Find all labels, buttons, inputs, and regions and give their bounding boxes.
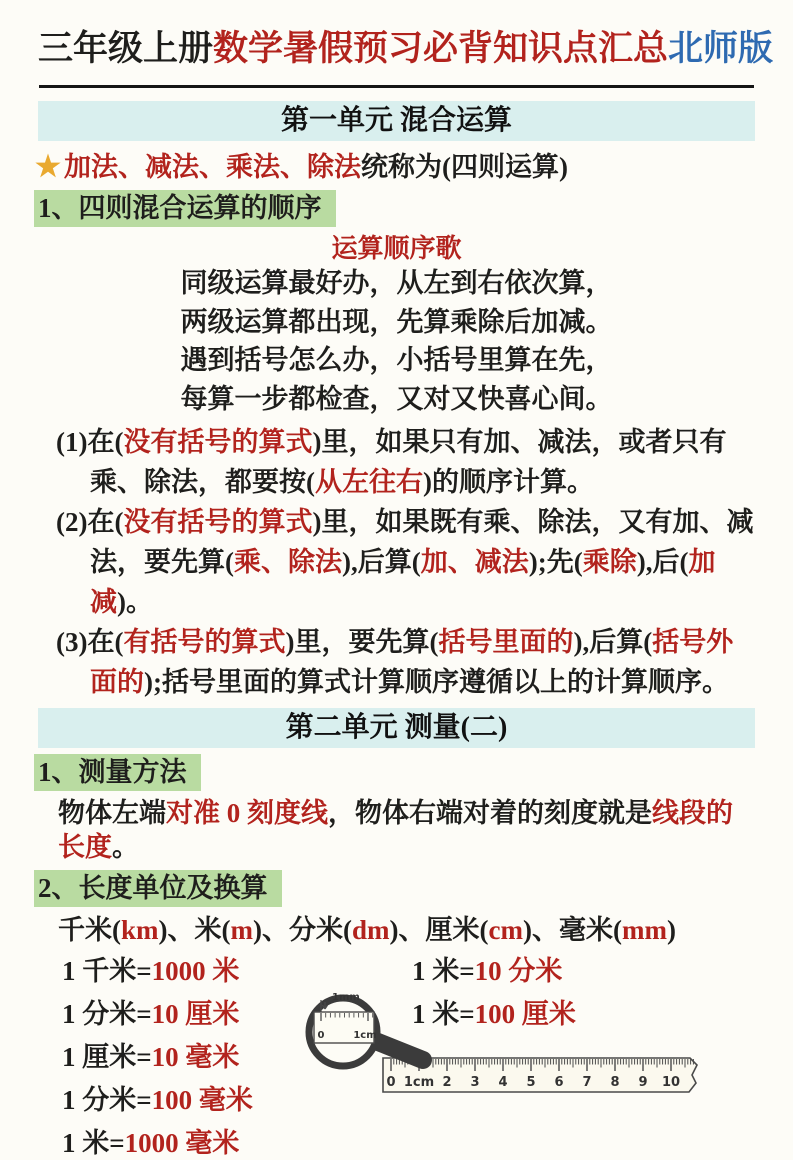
mini-ruler-label-0: 0 bbox=[317, 1030, 325, 1041]
mm-label: 1mm bbox=[332, 992, 360, 1003]
magnifier-handle bbox=[373, 1040, 423, 1060]
svg-text:2: 2 bbox=[442, 1075, 452, 1090]
heading-row bbox=[38, 870, 755, 907]
svg-text:4: 4 bbox=[498, 1075, 508, 1090]
svg-text:7: 7 bbox=[582, 1075, 592, 1090]
heading-row bbox=[38, 190, 755, 227]
svg-text:5: 5 bbox=[526, 1075, 536, 1090]
length-units-line: 千米(km)、米(m)、分米(dm)、厘米(cm)、毫米(mm) bbox=[58, 915, 676, 945]
conversion-item: 1 分米=10 厘米 bbox=[62, 999, 240, 1029]
svg-text:6: 6 bbox=[554, 1075, 564, 1090]
page-title: 三年级上册数学暑假预习必背知识点汇总北师版 bbox=[38, 29, 774, 68]
heading-measuring-method: 1、测量方法 bbox=[34, 754, 201, 791]
unit2-header-banner: 第二单元 测量(二) bbox=[38, 708, 755, 748]
star-icon: ★ bbox=[35, 150, 61, 183]
rule-2: (2)在(没有括号的算式)里，如果既有乘、除法，又有加、减法，要先算(乘、除法),后算(加、减法);先(乘除),后(加减)。 bbox=[56, 507, 754, 617]
rule-1: (1)在(没有括号的算式)里，如果只有加、减法，或者只有乘、除法，都要按(从左往右)的顺序计算。 bbox=[56, 427, 727, 497]
heading-row bbox=[38, 754, 755, 791]
conversion-item: 1 千米=1000 米 bbox=[62, 956, 240, 986]
ruler-illustration bbox=[288, 978, 766, 1146]
song-line: 两级运算都出现，先算乘除后加减。 bbox=[180, 306, 613, 337]
conversion-item: 1 米=100 厘米 bbox=[412, 999, 576, 1029]
svg-text:8: 8 bbox=[610, 1075, 620, 1090]
measuring-method-text: 物体左端对准 0 刻度线，物体右端对着的刻度就是线段的长度。 bbox=[58, 798, 733, 862]
ruler-graphic bbox=[288, 978, 766, 1146]
intro-line bbox=[35, 149, 755, 185]
svg-text:10: 10 bbox=[661, 1075, 681, 1090]
conversion-item: 1 米=10 分米 bbox=[412, 956, 563, 986]
conversion-item: 1 厘米=10 毫米 bbox=[62, 1042, 240, 1072]
rules-list bbox=[38, 422, 755, 702]
heading-length-units: 2、长度单位及换算 bbox=[34, 870, 282, 907]
song-line: 每算一步都检查，又对又快喜心间。 bbox=[180, 383, 613, 414]
song-title: 运算顺序歌 bbox=[331, 234, 462, 263]
song-line: 遇到括号怎么办，小括号里算在先， bbox=[180, 345, 613, 375]
svg-text:1cm: 1cm bbox=[403, 1075, 435, 1090]
document-page bbox=[0, 26, 793, 1158]
song-line: 同级运算最好办，从左到右依次算， bbox=[180, 268, 613, 298]
mini-ruler-label-1cm: 1cm bbox=[353, 1030, 377, 1041]
heading-mixed-operations-order: 1、四则混合运算的顺序 bbox=[34, 190, 336, 227]
rule-3: (3)在(有括号的算式)里，要先算(括号里面的),后算(括号外面的);括号里面的算式计算顺序遵循以上的计算顺序。 bbox=[56, 627, 734, 697]
title-divider bbox=[39, 85, 754, 88]
svg-text:3: 3 bbox=[470, 1075, 480, 1090]
conversion-item: 1 米=1000 毫米 bbox=[62, 1128, 240, 1158]
unit1-header-banner: 第一单元 混合运算 bbox=[38, 101, 755, 141]
intro-text: 加法、减法、乘法、除法统称为(四则运算) bbox=[64, 152, 568, 182]
svg-text:0: 0 bbox=[386, 1075, 396, 1090]
svg-text:9: 9 bbox=[638, 1075, 648, 1090]
conversion-item: 1 分米=100 毫米 bbox=[62, 1085, 253, 1115]
